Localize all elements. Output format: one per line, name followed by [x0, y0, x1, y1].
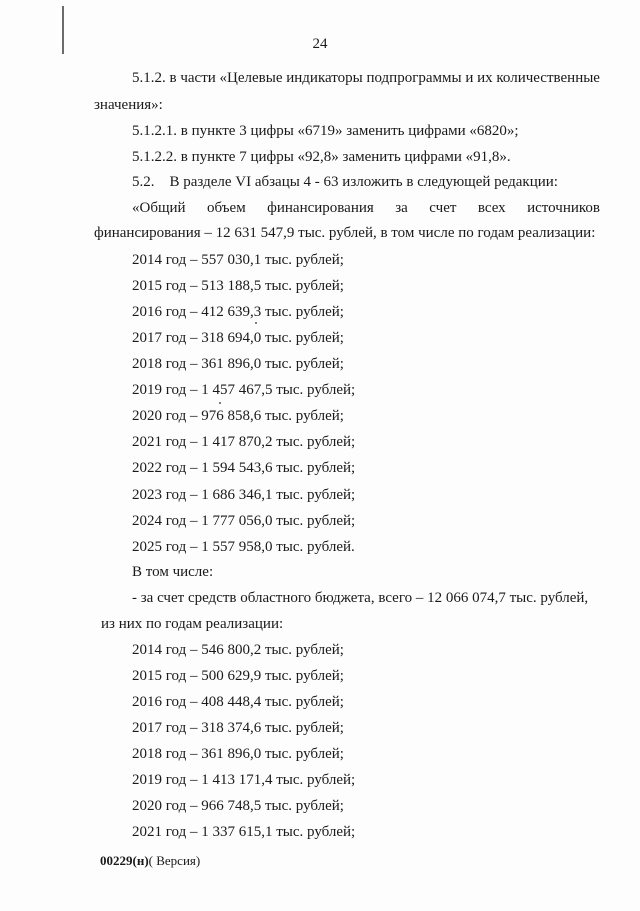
- financing-intro-line1: [132, 199, 600, 217]
- totals-year-item: 2019 год – 1 457 467,5 тыс. рублей;: [132, 382, 356, 398]
- totals-year-item: 2021 год – 1 417 870,2 тыс. рублей;: [132, 434, 356, 450]
- section-5-1-2-line2: значения»:: [94, 97, 163, 113]
- totals-year-item: 2017 год – 318 694,0 тыс. рублей;: [132, 330, 344, 346]
- totals-year-item: 2020 год – 976 858,6 тыс. рублей;: [132, 408, 344, 424]
- scan-speck: [255, 322, 257, 324]
- word: счет: [429, 200, 457, 216]
- totals-year-item: 2023 год – 1 686 346,1 тыс. рублей;: [132, 487, 356, 503]
- page-number: 24: [312, 36, 328, 52]
- section-5-1-2-line1: 5.1.2. в части «Целевые индикаторы подпрограммы и их количественные: [132, 70, 600, 86]
- section-5-2: 5.2. В разделе VI абзацы 4 - 63 изложить в следующей редакции:: [132, 174, 558, 190]
- document-footer: [100, 853, 200, 869]
- oblast-year-item: 2016 год – 408 448,4 тыс. рублей;: [132, 694, 344, 710]
- scan-speck: [219, 402, 221, 404]
- totals-year-item: 2024 год – 1 777 056,0 тыс. рублей;: [132, 513, 356, 529]
- including-heading: В том числе:: [132, 564, 214, 580]
- totals-year-item: 2015 год – 513 188,5 тыс. рублей;: [132, 278, 344, 294]
- oblast-year-item: 2018 год – 361 896,0 тыс. рублей;: [132, 746, 344, 762]
- totals-year-item: 2016 год – 412 639,3 тыс. рублей;: [132, 304, 344, 320]
- word: объем: [207, 200, 246, 216]
- word: «Общий: [132, 200, 186, 216]
- totals-year-item: 2014 год – 557 030,1 тыс. рублей;: [132, 252, 344, 268]
- oblast-year-item: 2019 год – 1 413 171,4 тыс. рублей;: [132, 772, 356, 788]
- oblast-year-item: 2014 год – 546 800,2 тыс. рублей;: [132, 642, 344, 658]
- footer-suffix: ( Версия): [148, 853, 201, 868]
- totals-year-item: 2022 год – 1 594 543,6 тыс. рублей;: [132, 460, 356, 476]
- footer-code: 00229(н): [100, 853, 149, 868]
- totals-year-item: 2025 год – 1 557 958,0 тыс. рублей.: [132, 539, 355, 555]
- oblast-budget-line1: - за счет средств областного бюджета, всего – 12 066 074,7 тыс. рублей,: [132, 590, 589, 606]
- oblast-year-item: 2017 год – 318 374,6 тыс. рублей;: [132, 720, 344, 736]
- word: финансирования: [267, 200, 374, 216]
- financing-intro-line2: финансирования – 12 631 547,9 тыс. рублей, в том числе по годам реализации:: [94, 225, 596, 241]
- word: источников: [527, 200, 600, 216]
- oblast-year-item: 2021 год – 1 337 615,1 тыс. рублей;: [132, 824, 356, 840]
- section-5-1-2-2: 5.1.2.2. в пункте 7 цифры «92,8» заменить цифрами «91,8».: [132, 149, 511, 165]
- oblast-year-item: 2020 год – 966 748,5 тыс. рублей;: [132, 798, 344, 814]
- section-5-1-2-1: 5.1.2.1. в пункте 3 цифры «6719» заменить цифрами «6820»;: [132, 123, 519, 139]
- totals-year-item: 2018 год – 361 896,0 тыс. рублей;: [132, 356, 344, 372]
- word: всех: [477, 200, 506, 216]
- oblast-year-item: 2015 год – 500 629,9 тыс. рублей;: [132, 668, 344, 684]
- oblast-budget-line2: из них по годам реализации:: [101, 616, 284, 632]
- word: за: [395, 200, 408, 216]
